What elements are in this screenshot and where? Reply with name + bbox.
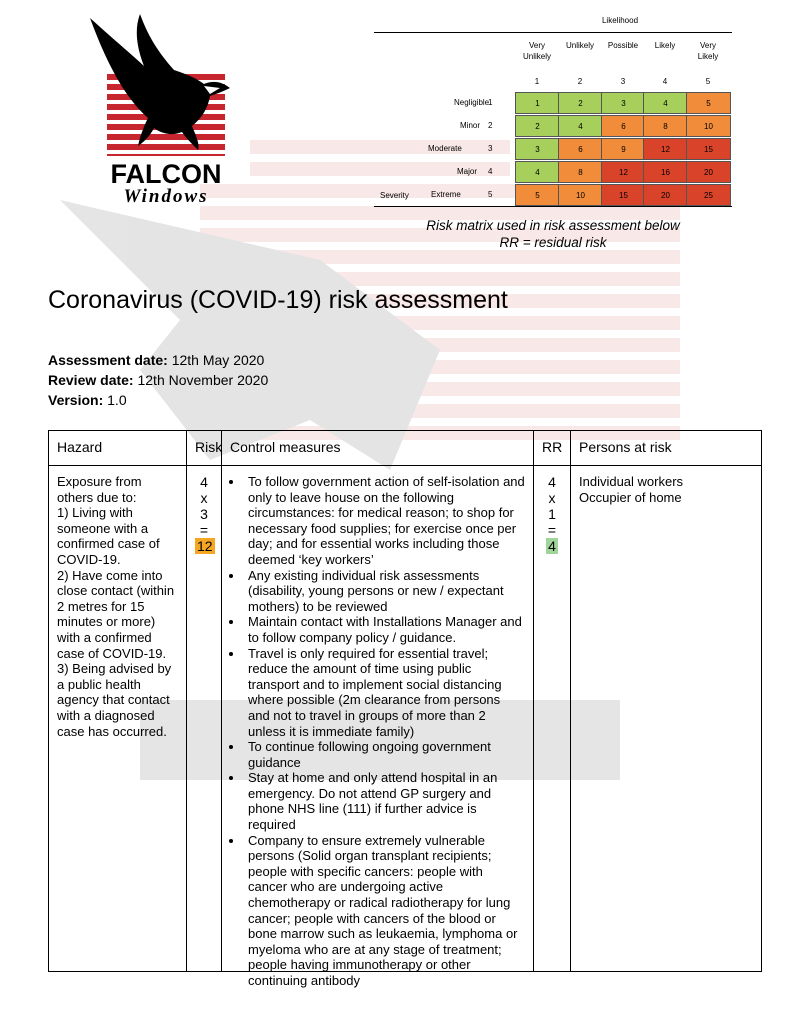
controls-list bbox=[230, 474, 525, 989]
matrix-cell: 4 bbox=[643, 92, 688, 114]
likelihood-head-5 bbox=[686, 40, 730, 62]
version-value: 1.0 bbox=[107, 392, 127, 408]
table-header-row bbox=[49, 431, 762, 466]
rr-cell bbox=[534, 466, 571, 972]
likelihood-label: Likely bbox=[654, 41, 676, 50]
severity-num: 2 bbox=[488, 121, 493, 130]
hazard-line: 3) Being advised by a public health agency that contact with a diagnosed case has occurred. bbox=[57, 661, 172, 739]
persons-list bbox=[579, 474, 753, 505]
likelihood-label: Very bbox=[699, 41, 716, 50]
likelihood-num: 4 bbox=[662, 77, 668, 86]
rr-total: 4 bbox=[548, 538, 556, 554]
hazard-cell bbox=[49, 466, 187, 972]
risk-likelihood: 4 bbox=[200, 474, 208, 490]
matrix-cell: 4 bbox=[558, 115, 603, 137]
version-label: Version: bbox=[48, 392, 104, 408]
likelihood-title: Likelihood bbox=[601, 16, 639, 25]
severity-num: 4 bbox=[488, 167, 493, 176]
logo-word: FALCON bbox=[110, 159, 222, 189]
severity-title: Severity bbox=[380, 191, 409, 200]
control-measure: • To follow government action of self-isolation and only to leave house on the following circumstances: for medical reason; to shop for necessary food supplies; for exercise once per day; and for essential works including those deemed ‘key workers’ bbox=[244, 474, 525, 568]
matrix-cell: 3 bbox=[515, 138, 560, 160]
likelihood-label: Possible bbox=[607, 41, 639, 50]
severity-num: 5 bbox=[488, 190, 493, 199]
page-title: Coronavirus (COVID-19) risk assessment bbox=[48, 286, 508, 314]
likelihood-label: Very bbox=[528, 41, 545, 50]
review-date-row bbox=[48, 370, 268, 390]
rr-likelihood: 4 bbox=[548, 474, 556, 490]
header-hazard: Hazard bbox=[49, 431, 187, 466]
rr-equals: = bbox=[547, 522, 557, 538]
version-row bbox=[48, 390, 268, 410]
hazard-line: 2) Have come into close contact (within 2 metres for 15 minutes or more) with a confirmed case of COVID-19. bbox=[57, 567, 175, 661]
matrix-bottom-rule bbox=[374, 206, 732, 207]
matrix-cell: 20 bbox=[686, 161, 731, 183]
header-persons: Persons at risk bbox=[571, 431, 762, 466]
likelihood-head-3 bbox=[601, 40, 645, 51]
matrix-cell: 1 bbox=[515, 92, 560, 114]
controls-list-wrap bbox=[230, 474, 525, 988]
risk-assessment-table bbox=[48, 430, 762, 988]
person-at-risk: Individual workers bbox=[579, 474, 684, 489]
matrix-cell: 15 bbox=[601, 184, 646, 206]
risk-severity: 3 bbox=[200, 506, 208, 522]
likelihood-label: Unlikely bbox=[522, 52, 551, 61]
header-rr: RR bbox=[534, 431, 571, 466]
logo-sub: Windows bbox=[123, 186, 209, 207]
risk-total: 12 bbox=[197, 538, 213, 554]
likelihood-label: Unlikely bbox=[565, 41, 594, 50]
severity-label: Minor bbox=[460, 121, 481, 130]
matrix-cell: 12 bbox=[601, 161, 646, 183]
matrix-cell: 2 bbox=[558, 92, 603, 114]
company-logo bbox=[107, 10, 227, 210]
matrix-cell: 6 bbox=[601, 115, 646, 137]
residual-risk-score bbox=[542, 474, 562, 554]
likelihood-num: 2 bbox=[577, 77, 583, 86]
hazard-text bbox=[57, 474, 178, 963]
matrix-cell: 5 bbox=[515, 184, 560, 206]
matrix-cell: 10 bbox=[558, 184, 603, 206]
matrix-cell: 8 bbox=[558, 161, 603, 183]
matrix-cell: 8 bbox=[643, 115, 688, 137]
control-measure: • Any existing individual risk assessments (disability, young persons or new / expectant mothers) to be reviewed bbox=[244, 568, 525, 615]
header-risk: Risk bbox=[187, 431, 222, 466]
severity-label: Major bbox=[457, 167, 478, 176]
matrix-cell: 16 bbox=[643, 161, 688, 183]
likelihood-num: 5 bbox=[705, 77, 711, 86]
review-date-label: Review date: bbox=[48, 372, 134, 388]
header-controls: Control measures bbox=[222, 431, 534, 466]
severity-label: Negligible bbox=[454, 98, 490, 107]
matrix-cell: 3 bbox=[601, 92, 646, 114]
matrix-top-rule bbox=[374, 32, 732, 33]
risk-cell bbox=[187, 466, 222, 972]
caption-line-1: Risk matrix used in risk assessment below bbox=[426, 218, 680, 233]
assessment-date-row bbox=[48, 350, 268, 370]
controls-cell bbox=[222, 466, 534, 988]
risk-times: x bbox=[200, 490, 208, 506]
table-row bbox=[49, 466, 762, 972]
review-date-value: 12th November 2020 bbox=[137, 372, 269, 388]
matrix-cell: 12 bbox=[643, 138, 688, 160]
matrix-cell: 6 bbox=[558, 138, 603, 160]
rr-times: x bbox=[548, 490, 556, 506]
severity-num: 1 bbox=[488, 98, 493, 107]
persons-cell bbox=[571, 466, 762, 972]
assessment-date-label: Assessment date: bbox=[48, 352, 168, 368]
matrix-cell: 25 bbox=[686, 184, 731, 206]
risk-score bbox=[195, 474, 213, 554]
matrix-caption bbox=[374, 217, 732, 251]
matrix-cell: 10 bbox=[686, 115, 731, 137]
rr-severity: 1 bbox=[548, 506, 556, 522]
control-measure: • Maintain contact with Installations Manager and to follow company policy / guidance. bbox=[244, 614, 525, 645]
matrix-cell: 20 bbox=[643, 184, 688, 206]
assessment-meta bbox=[48, 350, 268, 410]
likelihood-head-4 bbox=[643, 40, 687, 51]
severity-num: 3 bbox=[488, 144, 493, 153]
matrix-cell: 15 bbox=[686, 138, 731, 160]
severity-label: Extreme bbox=[431, 190, 461, 199]
falcon-icon bbox=[77, 8, 237, 158]
control-measure: • Travel is only required for essential travel; reduce the amount of time using public transport and to implement social distancing where possible (2m clearance from persons and not to travel in groups of more than 2 unless it is immediate family) bbox=[244, 646, 525, 740]
likelihood-head-2 bbox=[558, 40, 602, 51]
matrix-cell: 5 bbox=[686, 92, 731, 114]
caption-line-2: RR = residual risk bbox=[499, 235, 607, 250]
control-measure: • Company to ensure extremely vulnerable persons (Solid organ transplant recipients; people with specific cancers: people with cancer who are undergoing active chemotherapy or radical radiotherapy for lung cancer; people with cancers of the blood or bone marrow such as leukaemia, lymphoma or myeloma who are at any stage of treatment; people having immunotherapy or other continuing antibody bbox=[244, 833, 525, 989]
likelihood-label: Likely bbox=[697, 52, 719, 61]
assessment-date-value: 12th May 2020 bbox=[171, 352, 265, 368]
matrix-cell: 9 bbox=[601, 138, 646, 160]
likelihood-num: 3 bbox=[620, 77, 626, 86]
hazard-line: Exposure from others due to: bbox=[57, 474, 142, 505]
likelihood-head-1 bbox=[514, 40, 560, 62]
likelihood-num: 1 bbox=[534, 77, 540, 86]
risk-equals: = bbox=[199, 522, 209, 538]
person-at-risk: Occupier of home bbox=[579, 489, 682, 505]
control-measure: • To continue following ongoing government guidance bbox=[244, 739, 525, 770]
hazard-line: 1) Living with someone with a confirmed case of COVID-19. bbox=[57, 505, 160, 567]
matrix-cell: 2 bbox=[515, 115, 560, 137]
matrix-cell: 4 bbox=[515, 161, 560, 183]
severity-label: Moderate bbox=[428, 144, 462, 153]
control-measure: • Stay at home and only attend hospital in an emergency. Do not attend GP surgery and phone NHS line (111) if further advice is required bbox=[244, 770, 525, 832]
